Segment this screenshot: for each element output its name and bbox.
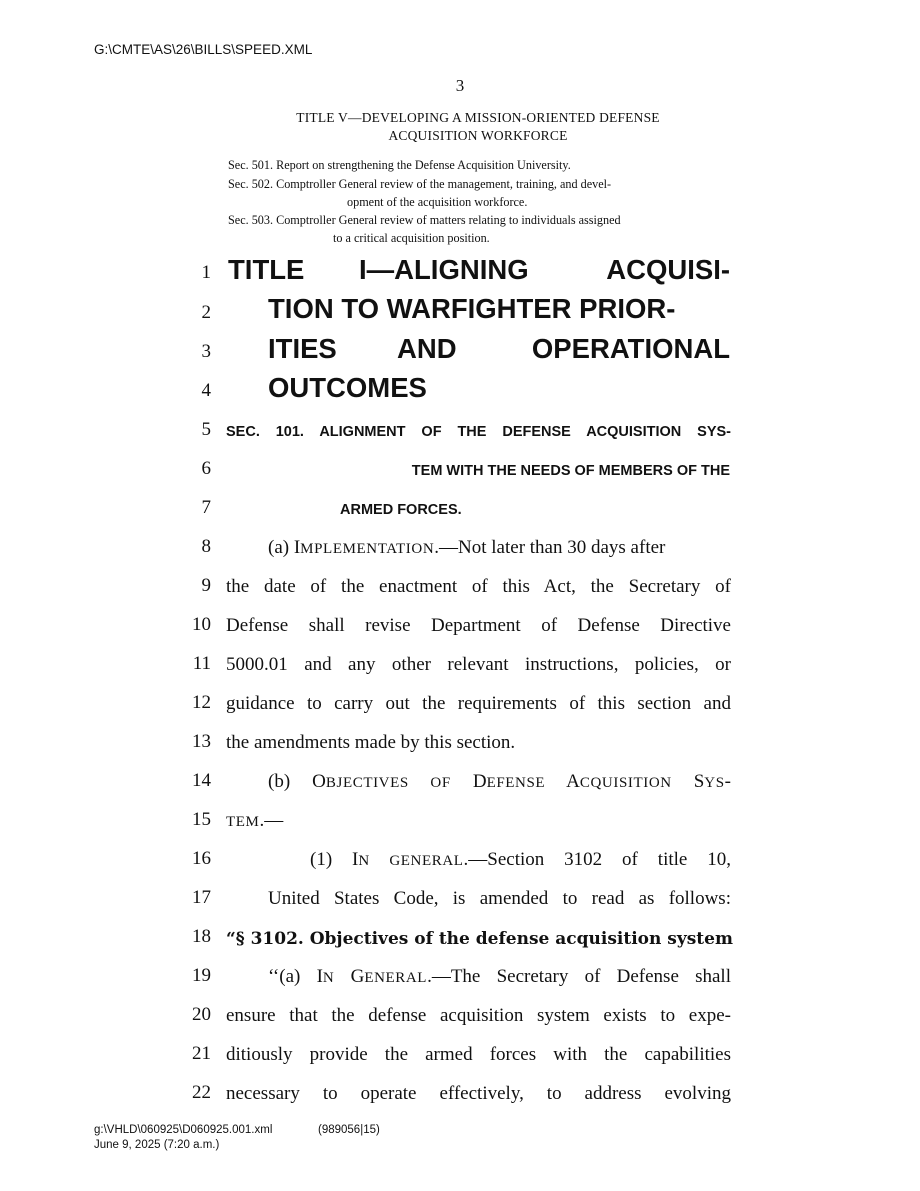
line-number: 21 [192, 1043, 211, 1064]
footer-date: June 9, 2025 (7:20 a.m.) [94, 1139, 220, 1151]
text-run: S [671, 771, 705, 792]
title-heading-word: I—ALIGNING [359, 254, 529, 285]
title-heading-line-4: OUTCOMES [268, 372, 427, 403]
text-run: D [450, 771, 487, 792]
line-number: 4 [201, 380, 211, 401]
small-caps-run: EFENSE [486, 775, 546, 791]
small-caps-run: ENERAL [364, 970, 428, 986]
toc-sec-502-cont: opment of the acquisition workforce. [347, 195, 528, 209]
body-line-16 [310, 849, 731, 871]
text-run: .—The Secretary of Defense shall [427, 966, 731, 987]
line-number: 5 [201, 419, 211, 440]
toc-sec-503: Sec. 503. Comptroller General review of matters relating to individuals assigned [228, 213, 621, 227]
body-line-12: guidance to carry out the requirements of this section and [226, 693, 731, 714]
line-number: 6 [201, 458, 211, 479]
title-heading-word: ITIES [268, 333, 337, 364]
text-run: (1) I [310, 849, 359, 870]
line-number: 1 [201, 262, 211, 283]
text-run: .— [259, 810, 284, 831]
line-number: 10 [192, 614, 211, 635]
text-run: G [334, 966, 365, 987]
body-line-19 [268, 966, 731, 988]
toc-sec-503-cont: to a critical acquisition position. [333, 231, 490, 245]
body-line-13: the amendments made by this section. [226, 732, 516, 753]
title-heading-word: TITLE [228, 254, 305, 285]
small-caps-run: N GENERAL [358, 853, 464, 869]
body-line-20: ensure that the defense acquisition system exists to expe- [226, 1005, 731, 1026]
small-caps-run: MPLEMENTATION [300, 541, 435, 557]
line-number: 2 [201, 302, 211, 323]
toc-title-line-2: ACQUISITION WORKFORCE [388, 128, 568, 143]
toc-sec-501: Sec. 501. Report on strengthening the Defense Acquisition University. [228, 158, 571, 172]
text-run: (b) O [268, 771, 326, 792]
section-heading-line-3: ARMED FORCES. [340, 502, 462, 518]
body-line-15 [226, 810, 283, 832]
body-line-22: necessary to operate effectively, to address evolving [226, 1083, 731, 1104]
text-run: (a) I [268, 537, 301, 558]
footer-code: (989056|15) [318, 1124, 380, 1136]
title-heading-word: ACQUISI- [606, 254, 730, 285]
body-line-10: Defense shall revise Department of Defense Directive [226, 615, 731, 636]
text-run: ‘‘(a) I [268, 966, 323, 987]
text-run: .—Section 3102 of title 10, [463, 849, 731, 870]
title-heading-word: OPERATIONAL [531, 333, 730, 364]
body-line-21: ditiously provide the armed forces with the capabilities [226, 1044, 731, 1065]
line-number: 17 [192, 887, 211, 908]
text-run: .—Not later than 30 days after [434, 537, 666, 558]
section-heading-line-1: SEC. 101. ALIGNMENT OF THE DEFENSE ACQUISITION SYS- [226, 424, 731, 440]
toc-sec-502: Sec. 502. Comptroller General review of the management, training, and devel- [228, 177, 612, 191]
line-number: 7 [201, 497, 211, 518]
line-number: 18 [192, 926, 211, 947]
line-number: 8 [201, 536, 211, 557]
small-caps-run: N [322, 970, 335, 986]
text-run: - [724, 771, 731, 792]
line-number: 13 [192, 731, 211, 752]
line-number: 12 [192, 692, 211, 713]
line-number: 15 [192, 809, 211, 830]
section-heading-line-2: TEM WITH THE NEEDS OF MEMBERS OF THE [411, 463, 730, 479]
page-number: 3 [455, 76, 465, 95]
body-line-11: 5000.01 and any other relevant instructions, policies, or [226, 654, 731, 675]
title-heading-word: AND [397, 333, 457, 364]
line-number: 19 [192, 965, 211, 986]
line-number: 3 [201, 341, 211, 362]
line-number: 20 [192, 1004, 211, 1025]
line-number: 16 [192, 848, 211, 869]
body-line-8 [268, 537, 731, 559]
text-run: A [545, 771, 580, 792]
small-caps-run: BJECTIVES OF [325, 775, 451, 791]
line-number: 11 [192, 653, 211, 674]
footer-file-path: g:\VHLD\060925\D060925.001.xml [94, 1124, 273, 1136]
small-caps-run: YS [704, 775, 725, 791]
body-line-9: the date of the enactment of this Act, the Secretary of [226, 576, 731, 597]
title-heading-line-2: TION TO WARFIGHTER PRIOR- [268, 293, 676, 324]
toc-title-line-1: TITLE V—DEVELOPING A MISSION-ORIENTED DEFENSE [296, 110, 660, 125]
file-path-header: G:\CMTE\AS\26\BILLS\SPEED.XML [94, 42, 313, 57]
small-caps-run: TEM [226, 814, 260, 830]
body-line-17: United States Code, is amended to read as follows: [268, 888, 731, 909]
body-line-14 [268, 771, 731, 793]
line-number: 22 [192, 1082, 211, 1103]
line-number: 9 [201, 575, 211, 596]
small-caps-run: CQUISITION [579, 775, 672, 791]
line-number: 14 [192, 770, 211, 791]
section-3102-heading: “§ 3102. Objectives of the defense acquisition system [226, 929, 733, 949]
